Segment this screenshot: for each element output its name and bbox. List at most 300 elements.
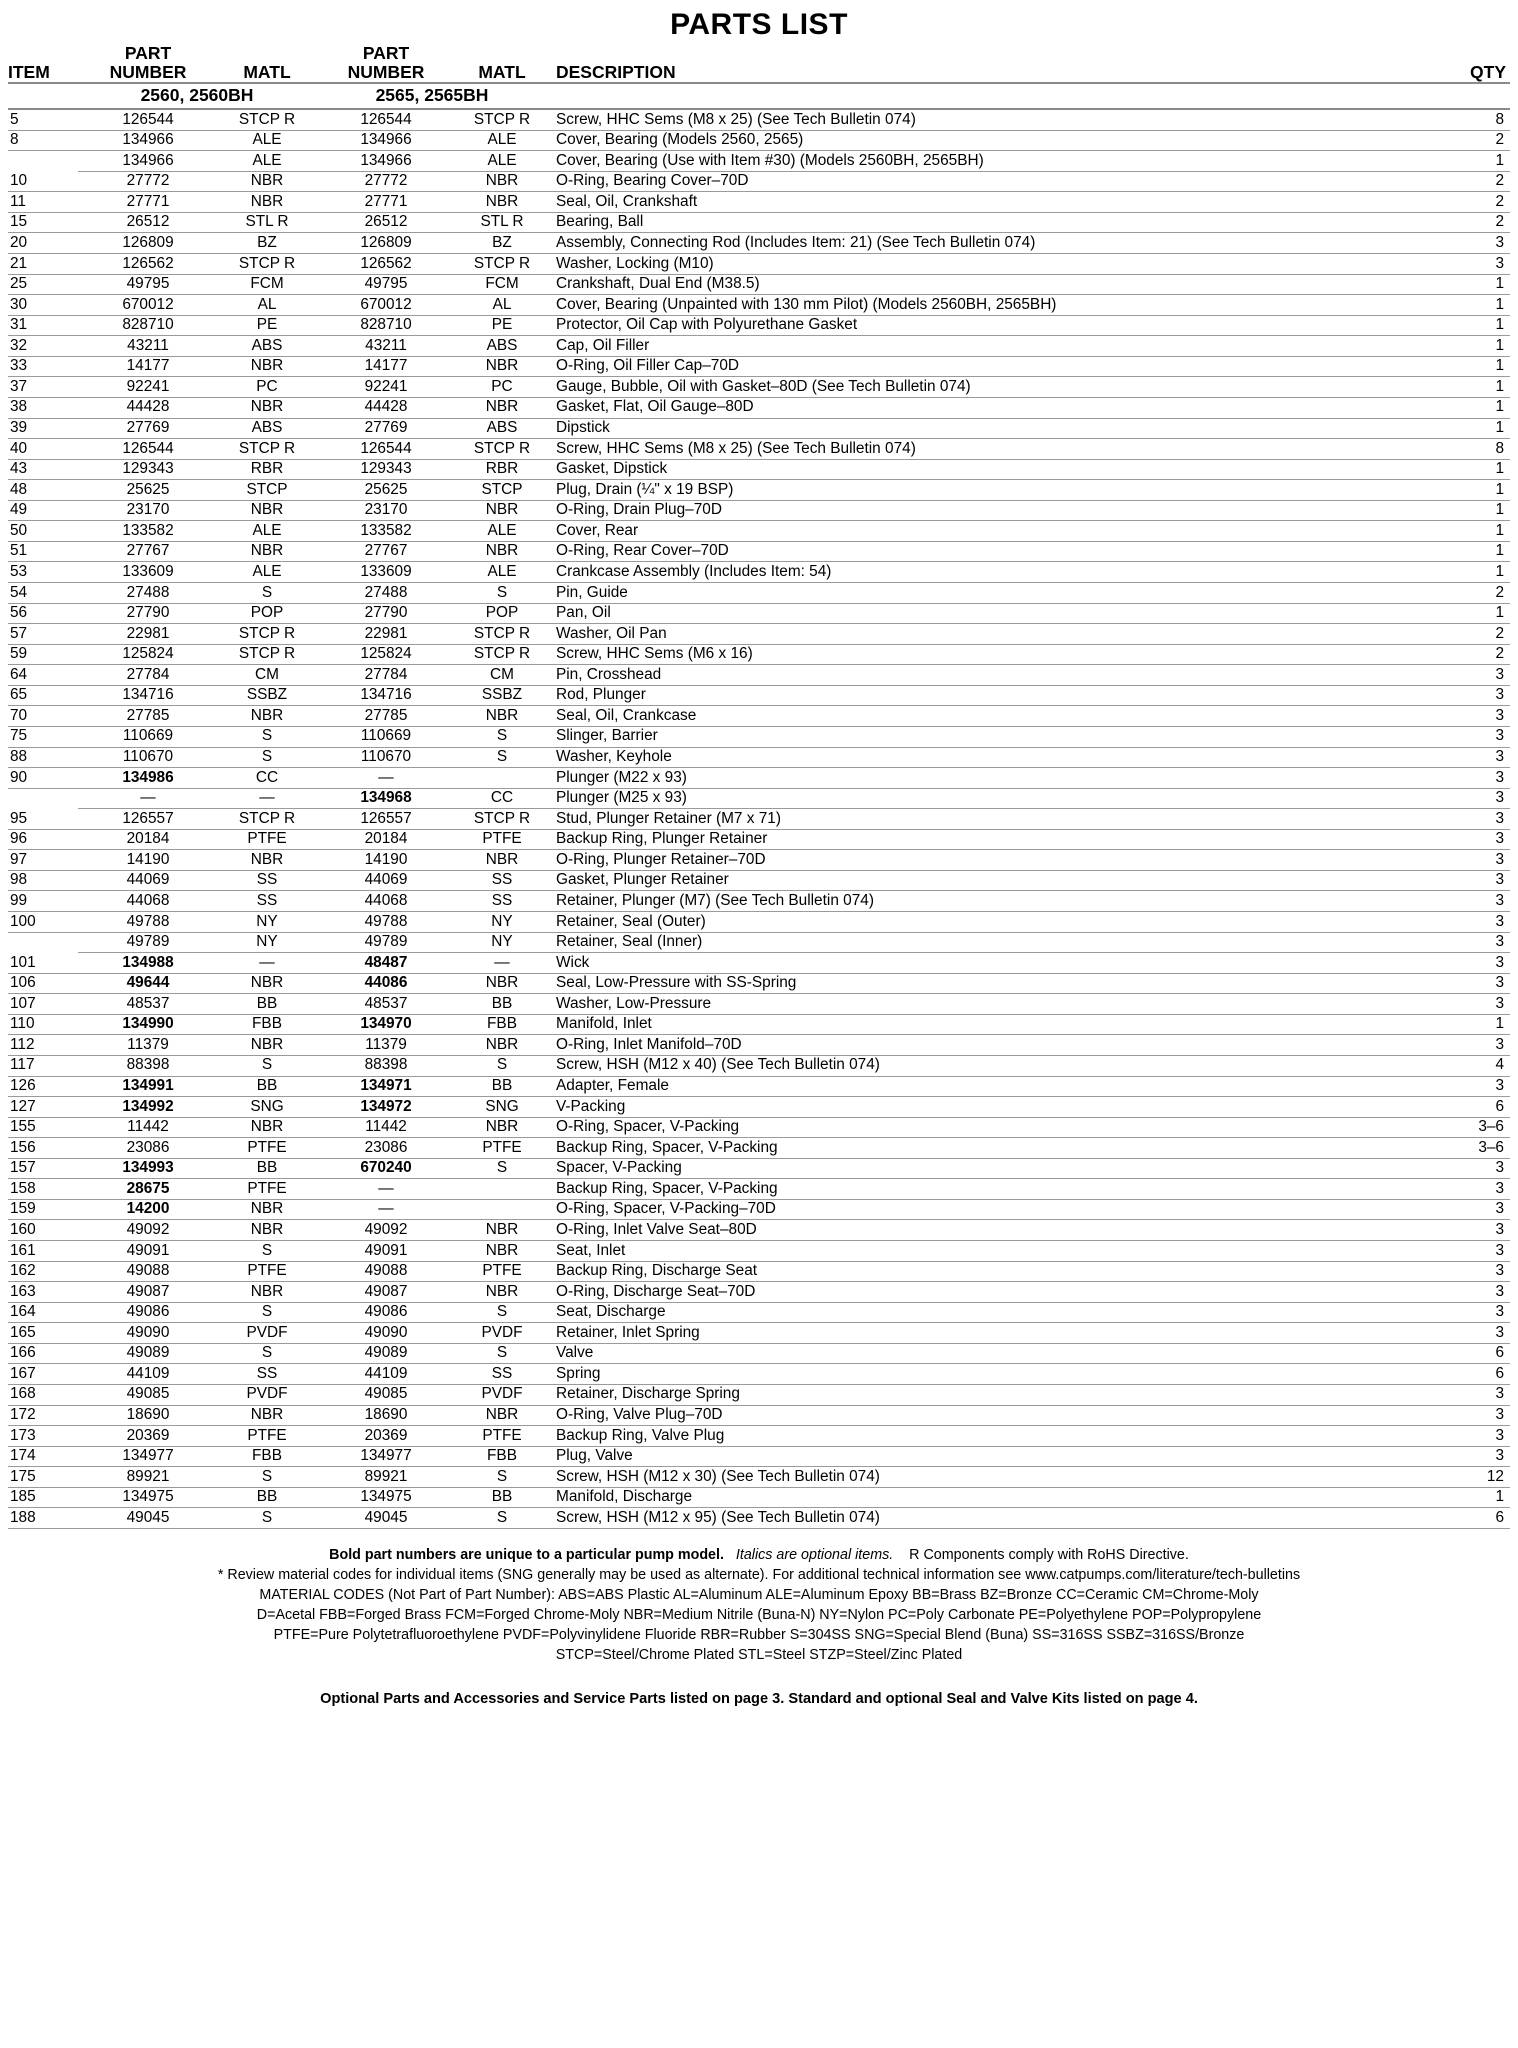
cell-part-number-2: 134975 xyxy=(316,1487,456,1508)
cell-matl-2: AL xyxy=(456,295,548,316)
table-row xyxy=(8,953,1510,974)
column-header-matl-1: MATL xyxy=(243,61,291,82)
cell-matl-2: NBR xyxy=(456,192,548,213)
cell-item: 54 xyxy=(8,583,78,604)
cell-matl-2: NBR xyxy=(456,1282,548,1303)
cell-part-number-2: 27771 xyxy=(316,192,456,213)
cell-qty: 3 xyxy=(1390,850,1510,871)
part-number-label-line1: PART xyxy=(124,43,172,63)
column-header-item: ITEM xyxy=(8,61,50,82)
cell-part-number-1: 134990 xyxy=(78,1014,218,1035)
cell-item: 21 xyxy=(8,254,78,275)
cell-qty: 3 xyxy=(1390,932,1510,953)
cell-item: 96 xyxy=(8,829,78,850)
cell-item: 173 xyxy=(8,1426,78,1447)
cell-qty: 3 xyxy=(1390,1199,1510,1220)
cell-qty: 3–6 xyxy=(1390,1117,1510,1138)
cell-description: Pin, Guide xyxy=(548,583,1390,604)
cell-matl-2: NBR xyxy=(456,850,548,871)
cell-matl-1: ALE xyxy=(218,521,316,542)
table-row xyxy=(8,603,1510,624)
table-row xyxy=(8,809,1510,830)
table-row xyxy=(8,1467,1510,1488)
cell-part-number-2: 110670 xyxy=(316,747,456,768)
cell-qty: 3 xyxy=(1390,1241,1510,1262)
table-row xyxy=(8,1117,1510,1138)
cell-matl-1: RBR xyxy=(218,459,316,480)
table-row xyxy=(8,500,1510,521)
cell-qty: 1 xyxy=(1390,1014,1510,1035)
cell-matl-1: ALE xyxy=(218,130,316,151)
cell-matl-2: STCP R xyxy=(456,624,548,645)
cell-item: 185 xyxy=(8,1487,78,1508)
table-row xyxy=(8,1055,1510,1076)
cell-part-number-1: 49644 xyxy=(78,973,218,994)
cell-part-number-1: 14200 xyxy=(78,1199,218,1220)
cell-description: O-Ring, Spacer, V-Packing xyxy=(548,1117,1390,1138)
cell-matl-1: AL xyxy=(218,295,316,316)
table-row xyxy=(8,171,1510,192)
cell-part-number-2: 49795 xyxy=(316,274,456,295)
cell-part-number-1: 27790 xyxy=(78,603,218,624)
cell-qty: 2 xyxy=(1390,624,1510,645)
material-codes-line-1: MATERIAL CODES (Not Part of Part Number): ABS=ABS Plastic AL=Aluminum ALE=Aluminum Epoxy BB=Brass BZ=Bronze CC=Ceramic CM=Chrome-Moly xyxy=(259,1586,1259,1603)
cell-matl-1: S xyxy=(218,1055,316,1076)
cell-description: Gasket, Dipstick xyxy=(548,459,1390,480)
cell-description: Crankshaft, Dual End (M38.5) xyxy=(548,274,1390,295)
cell-description: Cover, Bearing (Use with Item #30) (Models 2560BH, 2565BH) xyxy=(548,151,1390,172)
cell-matl-1: PTFE xyxy=(218,829,316,850)
cell-matl-2: SSBZ xyxy=(456,685,548,706)
cell-item: 167 xyxy=(8,1364,78,1385)
cell-part-number-2: 27767 xyxy=(316,541,456,562)
cell-matl-2: NBR xyxy=(456,356,548,377)
cell-matl-1: STCP R xyxy=(218,624,316,645)
cell-matl-2: SS xyxy=(456,1364,548,1385)
cell-part-number-1: 11442 xyxy=(78,1117,218,1138)
cell-matl-1: STCP R xyxy=(218,439,316,460)
cell-item: 95 xyxy=(8,809,78,830)
cell-matl-2: NBR xyxy=(456,706,548,727)
cell-item: 64 xyxy=(8,665,78,686)
cell-part-number-1: 44428 xyxy=(78,397,218,418)
cell-description: O-Ring, Bearing Cover–70D xyxy=(548,171,1390,192)
cell-part-number-1: 49090 xyxy=(78,1323,218,1344)
cell-description: Retainer, Seal (Outer) xyxy=(548,912,1390,933)
part-number-label-line1-b: PART xyxy=(362,43,410,63)
cell-qty: 2 xyxy=(1390,171,1510,192)
cell-qty: 1 xyxy=(1390,562,1510,583)
cell-matl-1: PVDF xyxy=(218,1323,316,1344)
cell-part-number-1: 134993 xyxy=(78,1158,218,1179)
cell-part-number-2: 44109 xyxy=(316,1364,456,1385)
cell-matl-1: CC xyxy=(218,768,316,789)
cell-matl-1: ALE xyxy=(218,562,316,583)
cell-matl-1: BB xyxy=(218,1076,316,1097)
cell-part-number-1: 134716 xyxy=(78,685,218,706)
cell-qty: 6 xyxy=(1390,1364,1510,1385)
cell-item: 57 xyxy=(8,624,78,645)
cell-matl-2: PE xyxy=(456,315,548,336)
cell-matl-1: — xyxy=(218,788,316,809)
cell-item: 39 xyxy=(8,418,78,439)
table-row xyxy=(8,1138,1510,1159)
table-row xyxy=(8,706,1510,727)
table-row xyxy=(8,1487,1510,1508)
cell-part-number-1: 126809 xyxy=(78,233,218,254)
table-row xyxy=(8,562,1510,583)
table-row xyxy=(8,1179,1510,1200)
cell-description: Gasket, Flat, Oil Gauge–80D xyxy=(548,397,1390,418)
cell-part-number-2: 44428 xyxy=(316,397,456,418)
cell-description: O-Ring, Spacer, V-Packing–70D xyxy=(548,1199,1390,1220)
cell-description: Protector, Oil Cap with Polyurethane Gasket xyxy=(548,315,1390,336)
table-row xyxy=(8,151,1510,172)
table-row xyxy=(8,377,1510,398)
cell-part-number-2: 27772 xyxy=(316,171,456,192)
cell-part-number-1: 49789 xyxy=(78,932,218,953)
cell-item: 43 xyxy=(8,459,78,480)
cell-item: 31 xyxy=(8,315,78,336)
cell-matl-1: NBR xyxy=(218,1199,316,1220)
cell-matl-2: BZ xyxy=(456,233,548,254)
cell-qty: 3 xyxy=(1390,1426,1510,1447)
cell-part-number-2: 49789 xyxy=(316,932,456,953)
model-group-blank-desc xyxy=(548,84,1390,109)
cell-description: O-Ring, Valve Plug–70D xyxy=(548,1405,1390,1426)
cell-matl-1: S xyxy=(218,1508,316,1529)
cell-qty: 8 xyxy=(1390,439,1510,460)
cell-part-number-1: 134986 xyxy=(78,768,218,789)
table-header xyxy=(8,44,1510,109)
model-group-1: 2560, 2560BH xyxy=(78,84,316,109)
cell-item: 48 xyxy=(8,480,78,501)
cell-qty: 3 xyxy=(1390,870,1510,891)
table-row xyxy=(8,1035,1510,1056)
cell-part-number-2: 49086 xyxy=(316,1302,456,1323)
cell-description: Screw, HSH (M12 x 40) (See Tech Bulletin 074) xyxy=(548,1055,1390,1076)
cell-matl-1: FBB xyxy=(218,1446,316,1467)
model-group-2: 2565, 2565BH xyxy=(316,84,548,109)
cell-description: Seal, Low-Pressure with SS-Spring xyxy=(548,973,1390,994)
cell-item: 56 xyxy=(8,603,78,624)
cell-matl-1: S xyxy=(218,1343,316,1364)
cell-matl-2: ALE xyxy=(456,151,548,172)
cell-description: Seal, Oil, Crankcase xyxy=(548,706,1390,727)
cell-part-number-2: 126544 xyxy=(316,109,456,130)
table-row xyxy=(8,1158,1510,1179)
cell-qty: 1 xyxy=(1390,480,1510,501)
cell-part-number-2: 27784 xyxy=(316,665,456,686)
cell-part-number-2: 133582 xyxy=(316,521,456,542)
cell-qty: 12 xyxy=(1390,1467,1510,1488)
cell-matl-1: NBR xyxy=(218,706,316,727)
table-row xyxy=(8,356,1510,377)
cell-description: Plunger (M25 x 93) xyxy=(548,788,1390,809)
cell-matl-2: STL R xyxy=(456,212,548,233)
cell-part-number-1: — xyxy=(78,788,218,809)
footer-line-bold-italic xyxy=(8,1545,1510,1565)
cell-matl-2: PVDF xyxy=(456,1384,548,1405)
cell-matl-2: NY xyxy=(456,912,548,933)
cell-part-number-1: 49045 xyxy=(78,1508,218,1529)
cell-part-number-1: 126544 xyxy=(78,439,218,460)
table-row xyxy=(8,891,1510,912)
cell-item: 155 xyxy=(8,1117,78,1138)
cell-item: 163 xyxy=(8,1282,78,1303)
cell-part-number-1: 134977 xyxy=(78,1446,218,1467)
cell-part-number-1: 44069 xyxy=(78,870,218,891)
cell-item: 166 xyxy=(8,1343,78,1364)
cell-matl-1: ABS xyxy=(218,418,316,439)
cell-matl-1: BB xyxy=(218,1158,316,1179)
cell-matl-2: NBR xyxy=(456,1117,548,1138)
cell-matl-2: S xyxy=(456,1158,548,1179)
part-number-label-line2: NUMBER xyxy=(109,61,187,82)
cell-item: 49 xyxy=(8,500,78,521)
cell-part-number-2: 14190 xyxy=(316,850,456,871)
cell-description: Cover, Bearing (Models 2560, 2565) xyxy=(548,130,1390,151)
table-row xyxy=(8,1364,1510,1385)
cell-part-number-1: 110670 xyxy=(78,747,218,768)
cell-matl-1: NBR xyxy=(218,1220,316,1241)
cell-description: Washer, Locking (M10) xyxy=(548,254,1390,275)
cell-part-number-2: 27785 xyxy=(316,706,456,727)
cell-part-number-1: 134992 xyxy=(78,1097,218,1118)
cell-part-number-1: 44068 xyxy=(78,891,218,912)
footer-final-note: Optional Parts and Accessories and Service Parts listed on page 3. Standard and optional Seal and Valve Kits listed on page 4. xyxy=(320,1691,1198,1707)
cell-part-number-2: 125824 xyxy=(316,644,456,665)
cell-matl-1: NBR xyxy=(218,356,316,377)
cell-part-number-2: 49087 xyxy=(316,1282,456,1303)
cell-part-number-2: 134977 xyxy=(316,1446,456,1467)
cell-matl-1: BB xyxy=(218,994,316,1015)
cell-matl-1: NBR xyxy=(218,397,316,418)
cell-qty: 2 xyxy=(1390,583,1510,604)
table-row xyxy=(8,212,1510,233)
cell-qty: 6 xyxy=(1390,1097,1510,1118)
footer-notes xyxy=(8,1545,1510,1665)
table-row xyxy=(8,233,1510,254)
cell-part-number-2: 134968 xyxy=(316,788,456,809)
cell-matl-1: STCP xyxy=(218,480,316,501)
cell-part-number-2: 11442 xyxy=(316,1117,456,1138)
cell-part-number-1: 134966 xyxy=(78,130,218,151)
cell-matl-2: SNG xyxy=(456,1097,548,1118)
table-row xyxy=(8,850,1510,871)
table-row xyxy=(8,932,1510,953)
cell-item: 162 xyxy=(8,1261,78,1282)
cell-matl-2: NBR xyxy=(456,500,548,521)
cell-part-number-1: 49086 xyxy=(78,1302,218,1323)
cell-part-number-2: 48537 xyxy=(316,994,456,1015)
cell-qty: 3 xyxy=(1390,973,1510,994)
cell-matl-1: NBR xyxy=(218,1405,316,1426)
cell-matl-2: S xyxy=(456,1467,548,1488)
model-group-spacer xyxy=(8,84,78,109)
cell-item xyxy=(8,932,78,953)
cell-description: Backup Ring, Spacer, V-Packing xyxy=(548,1138,1390,1159)
cell-description: Gasket, Plunger Retainer xyxy=(548,870,1390,891)
cell-qty: 1 xyxy=(1390,397,1510,418)
cell-matl-2: ABS xyxy=(456,336,548,357)
cell-item: 5 xyxy=(8,109,78,130)
cell-matl-2: S xyxy=(456,1343,548,1364)
model-group-blank-qty xyxy=(1390,84,1510,109)
cell-part-number-1: 49087 xyxy=(78,1282,218,1303)
table-row xyxy=(8,1384,1510,1405)
cell-item: 126 xyxy=(8,1076,78,1097)
cell-qty: 3 xyxy=(1390,726,1510,747)
cell-matl-1: PTFE xyxy=(218,1426,316,1447)
cell-qty: 3 xyxy=(1390,994,1510,1015)
cell-part-number-1: 49788 xyxy=(78,912,218,933)
cell-part-number-2: 27769 xyxy=(316,418,456,439)
cell-matl-2: PTFE xyxy=(456,829,548,850)
cell-description: Pan, Oil xyxy=(548,603,1390,624)
cell-description: Crankcase Assembly (Includes Item: 54) xyxy=(548,562,1390,583)
cell-matl-2: CC xyxy=(456,788,548,809)
cell-part-number-2: 23170 xyxy=(316,500,456,521)
cell-matl-1: BZ xyxy=(218,233,316,254)
cell-part-number-1: 22981 xyxy=(78,624,218,645)
cell-description: Plug, Drain (¼" x 19 BSP) xyxy=(548,480,1390,501)
cell-qty: 3 xyxy=(1390,1261,1510,1282)
cell-matl-1: FBB xyxy=(218,1014,316,1035)
cell-part-number-1: 27771 xyxy=(78,192,218,213)
cell-matl-1: NY xyxy=(218,932,316,953)
cell-part-number-2: 134716 xyxy=(316,685,456,706)
table-row xyxy=(8,583,1510,604)
cell-part-number-2: 134966 xyxy=(316,151,456,172)
cell-matl-1: NBR xyxy=(218,171,316,192)
table-row xyxy=(8,1405,1510,1426)
cell-qty: 3 xyxy=(1390,912,1510,933)
cell-part-number-1: 23086 xyxy=(78,1138,218,1159)
cell-part-number-1: 23170 xyxy=(78,500,218,521)
cell-qty: 2 xyxy=(1390,644,1510,665)
cell-part-number-1: 11379 xyxy=(78,1035,218,1056)
table-row xyxy=(8,1446,1510,1467)
cell-part-number-1: 126544 xyxy=(78,109,218,130)
cell-item: 90 xyxy=(8,768,78,789)
cell-part-number-1: 20369 xyxy=(78,1426,218,1447)
cell-description: O-Ring, Inlet Valve Seat–80D xyxy=(548,1220,1390,1241)
cell-matl-2: BB xyxy=(456,1076,548,1097)
table-row xyxy=(8,747,1510,768)
table-row xyxy=(8,912,1510,933)
cell-part-number-2: 49092 xyxy=(316,1220,456,1241)
cell-matl-1: NBR xyxy=(218,850,316,871)
cell-matl-2: ALE xyxy=(456,521,548,542)
cell-part-number-1: 92241 xyxy=(78,377,218,398)
cell-matl-2: NBR xyxy=(456,171,548,192)
cell-matl-2: SS xyxy=(456,891,548,912)
table-row xyxy=(8,336,1510,357)
cell-matl-2: STCP R xyxy=(456,439,548,460)
cell-matl-2: PVDF xyxy=(456,1323,548,1344)
cell-description: Spring xyxy=(548,1364,1390,1385)
table-row xyxy=(8,768,1510,789)
cell-part-number-2: 92241 xyxy=(316,377,456,398)
cell-qty: 8 xyxy=(1390,109,1510,130)
cell-matl-2: STCP R xyxy=(456,809,548,830)
cell-description: Washer, Oil Pan xyxy=(548,624,1390,645)
cell-part-number-2: 670012 xyxy=(316,295,456,316)
cell-part-number-2: 49088 xyxy=(316,1261,456,1282)
cell-matl-2: POP xyxy=(456,603,548,624)
cell-part-number-1: 126557 xyxy=(78,809,218,830)
cell-matl-2: STCP R xyxy=(456,254,548,275)
cell-qty: 3 xyxy=(1390,1220,1510,1241)
cell-part-number-2: 134966 xyxy=(316,130,456,151)
cell-part-number-2: 44069 xyxy=(316,870,456,891)
cell-matl-1: SNG xyxy=(218,1097,316,1118)
cell-part-number-1: 134966 xyxy=(78,151,218,172)
cell-matl-1: NBR xyxy=(218,973,316,994)
cell-matl-2 xyxy=(456,1199,548,1220)
table-body xyxy=(8,109,1510,1528)
cell-matl-1: S xyxy=(218,726,316,747)
cell-qty: 3 xyxy=(1390,1158,1510,1179)
cell-item: 161 xyxy=(8,1241,78,1262)
cell-qty: 1 xyxy=(1390,356,1510,377)
cell-description: Bearing, Ball xyxy=(548,212,1390,233)
cell-matl-2: STCP R xyxy=(456,109,548,130)
cell-description: Retainer, Inlet Spring xyxy=(548,1323,1390,1344)
cell-part-number-1: 49088 xyxy=(78,1261,218,1282)
cell-part-number-2: — xyxy=(316,1179,456,1200)
cell-part-number-2: 49090 xyxy=(316,1323,456,1344)
table-row xyxy=(8,1426,1510,1447)
cell-description: Screw, HHC Sems (M8 x 25) (See Tech Bulletin 074) xyxy=(548,109,1390,130)
cell-qty: 1 xyxy=(1390,459,1510,480)
cell-matl-2: NBR xyxy=(456,1405,548,1426)
table-row xyxy=(8,1323,1510,1344)
cell-part-number-1: 49795 xyxy=(78,274,218,295)
table-row xyxy=(8,788,1510,809)
cell-part-number-2: 49788 xyxy=(316,912,456,933)
table-row xyxy=(8,1508,1510,1529)
table-row xyxy=(8,624,1510,645)
cell-part-number-1: 43211 xyxy=(78,336,218,357)
cell-matl-1: FCM xyxy=(218,274,316,295)
cell-part-number-1: 828710 xyxy=(78,315,218,336)
cell-description: Cap, Oil Filler xyxy=(548,336,1390,357)
cell-matl-1: PC xyxy=(218,377,316,398)
table-row xyxy=(8,870,1510,891)
cell-qty: 1 xyxy=(1390,336,1510,357)
cell-matl-2: SS xyxy=(456,870,548,891)
cell-matl-2: CM xyxy=(456,665,548,686)
cell-part-number-2: 23086 xyxy=(316,1138,456,1159)
cell-matl-2: — xyxy=(456,953,548,974)
cell-qty: 4 xyxy=(1390,1055,1510,1076)
table-row xyxy=(8,439,1510,460)
cell-matl-2: NBR xyxy=(456,1241,548,1262)
cell-description: Adapter, Female xyxy=(548,1076,1390,1097)
cell-qty: 1 xyxy=(1390,315,1510,336)
cell-item: 51 xyxy=(8,541,78,562)
cell-part-number-2: 126544 xyxy=(316,439,456,460)
cell-item: 10 xyxy=(8,171,78,192)
cell-part-number-1: 25625 xyxy=(78,480,218,501)
cell-item: 53 xyxy=(8,562,78,583)
cell-item: 70 xyxy=(8,706,78,727)
cell-qty: 3 xyxy=(1390,1282,1510,1303)
table-row xyxy=(8,1343,1510,1364)
cell-part-number-1: 27772 xyxy=(78,171,218,192)
